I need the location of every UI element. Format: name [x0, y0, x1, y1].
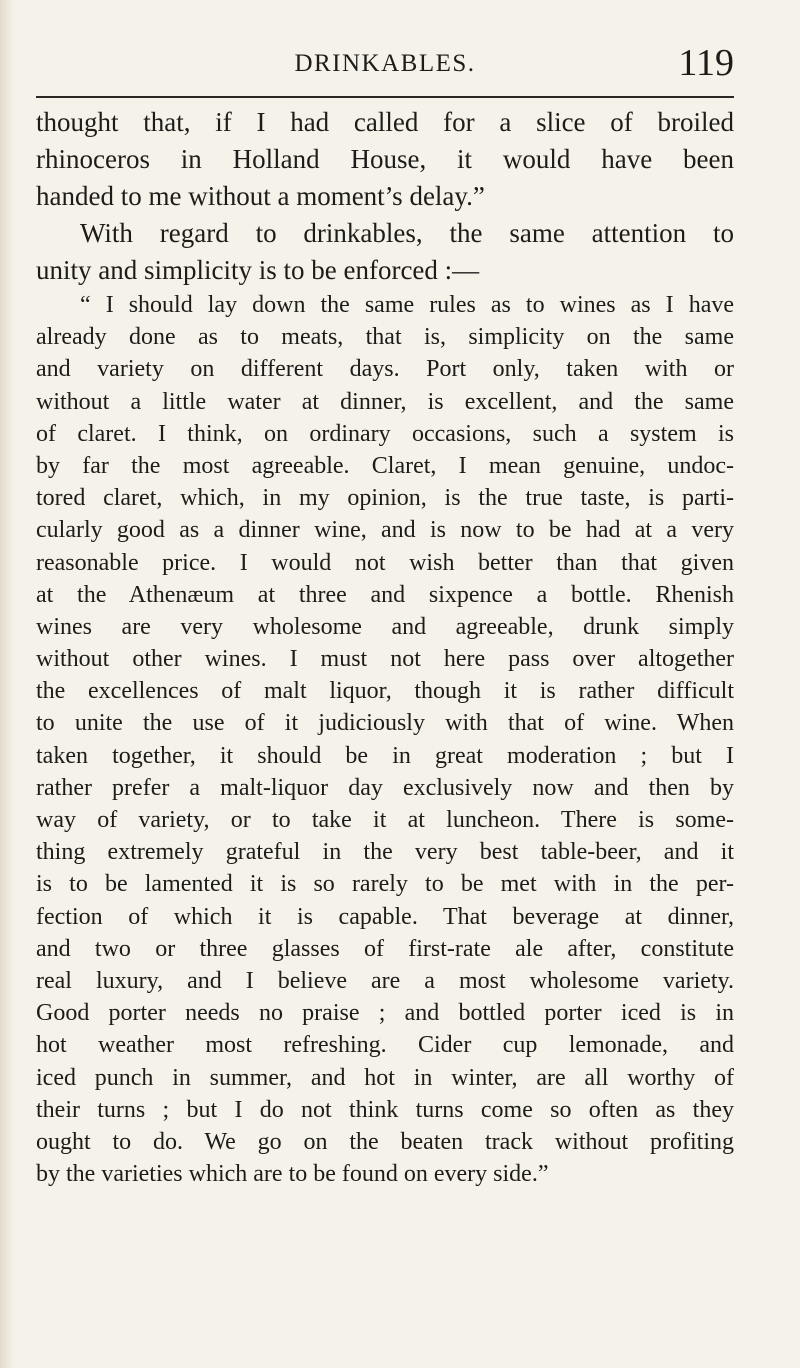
- text-line: the excellences of malt liquor, though it is rather difficult: [36, 678, 734, 705]
- text-line: fection of which it is capable. That beverage at dinner,: [36, 903, 734, 930]
- text-line: without other wines. I must not here pass over altogether: [36, 646, 734, 673]
- text-line: thing extremely grateful in the very best table-beer, and it: [36, 839, 734, 866]
- text-line: handed to me without a moment’s delay.”: [36, 181, 485, 211]
- text-line: Good porter needs no praise ; and bottled porter iced is in: [36, 1000, 734, 1027]
- paragraph-2: [36, 215, 734, 289]
- text-line: by the varieties which are to be found on every side.”: [36, 1161, 549, 1188]
- text-line: their turns ; but I do not think turns come so often as they: [36, 1096, 734, 1123]
- page-number: 119: [678, 42, 734, 84]
- text-line: without a little water at dinner, is excellent, and the same: [36, 388, 734, 415]
- text-line: thought that, if I had called for a slice of broiled: [36, 107, 734, 137]
- text-line: With regard to drinkables, the same attention to: [80, 218, 734, 248]
- text-line: and variety on different days. Port only, taken with or: [36, 356, 734, 383]
- text-line: unity and simplicity is to be enforced :—: [36, 255, 480, 285]
- text-line: way of variety, or to take it at luncheon. There is some-: [36, 807, 734, 833]
- text-line: wines are very wholesome and agreeable, drunk simply: [36, 613, 734, 640]
- text-line: by far the most agreeable. Claret, I mean genuine, undoc-: [36, 452, 734, 479]
- text-line: at the Athenæum at three and sixpence a bottle. Rhenish: [36, 581, 734, 608]
- text-line: tored claret, which, in my opinion, is the true taste, is parti-: [36, 485, 734, 512]
- quotation: [36, 289, 734, 1190]
- text-line: reasonable price. I would not wish better than that given: [36, 549, 734, 576]
- text-line: cularly good as a dinner wine, and is now to be had at a very: [36, 517, 734, 544]
- text-line: iced punch in summer, and hot in winter, are all worthy of: [36, 1064, 734, 1091]
- page-edge-shadow: [0, 0, 14, 1368]
- text-line: rather prefer a malt-liquor day exclusively now and then by: [36, 774, 734, 801]
- running-title: DRINKABLES.: [294, 50, 476, 77]
- text-line: “ I should lay down the same rules as to wines as I have: [80, 292, 734, 318]
- text-line: real luxury, and I believe are a most wholesome variety.: [36, 967, 734, 994]
- text-line: to unite the use of it judiciously with that of wine. When: [36, 710, 734, 737]
- text-line: already done as to meats, that is, simplicity on the same: [36, 324, 734, 351]
- text-line: ought to do. We go on the beaten track without profiting: [36, 1128, 734, 1155]
- paragraph-1: [36, 104, 734, 215]
- header-rule: [36, 96, 734, 98]
- body-text: [36, 104, 734, 1190]
- text-line: hot weather most refreshing. Cider cup lemonade, and: [36, 1032, 734, 1059]
- text-line: is to be lamented it is so rarely to be met with in the per-: [36, 871, 734, 898]
- text-line: taken together, it should be in great moderation ; but I: [36, 742, 734, 769]
- text-line: rhinoceros in Holland House, it would have been: [36, 144, 734, 174]
- text-line: and two or three glasses of first-rate ale after, constitute: [36, 935, 734, 962]
- text-line: of claret. I think, on ordinary occasions, such a system is: [36, 420, 734, 447]
- page-header: [36, 40, 734, 90]
